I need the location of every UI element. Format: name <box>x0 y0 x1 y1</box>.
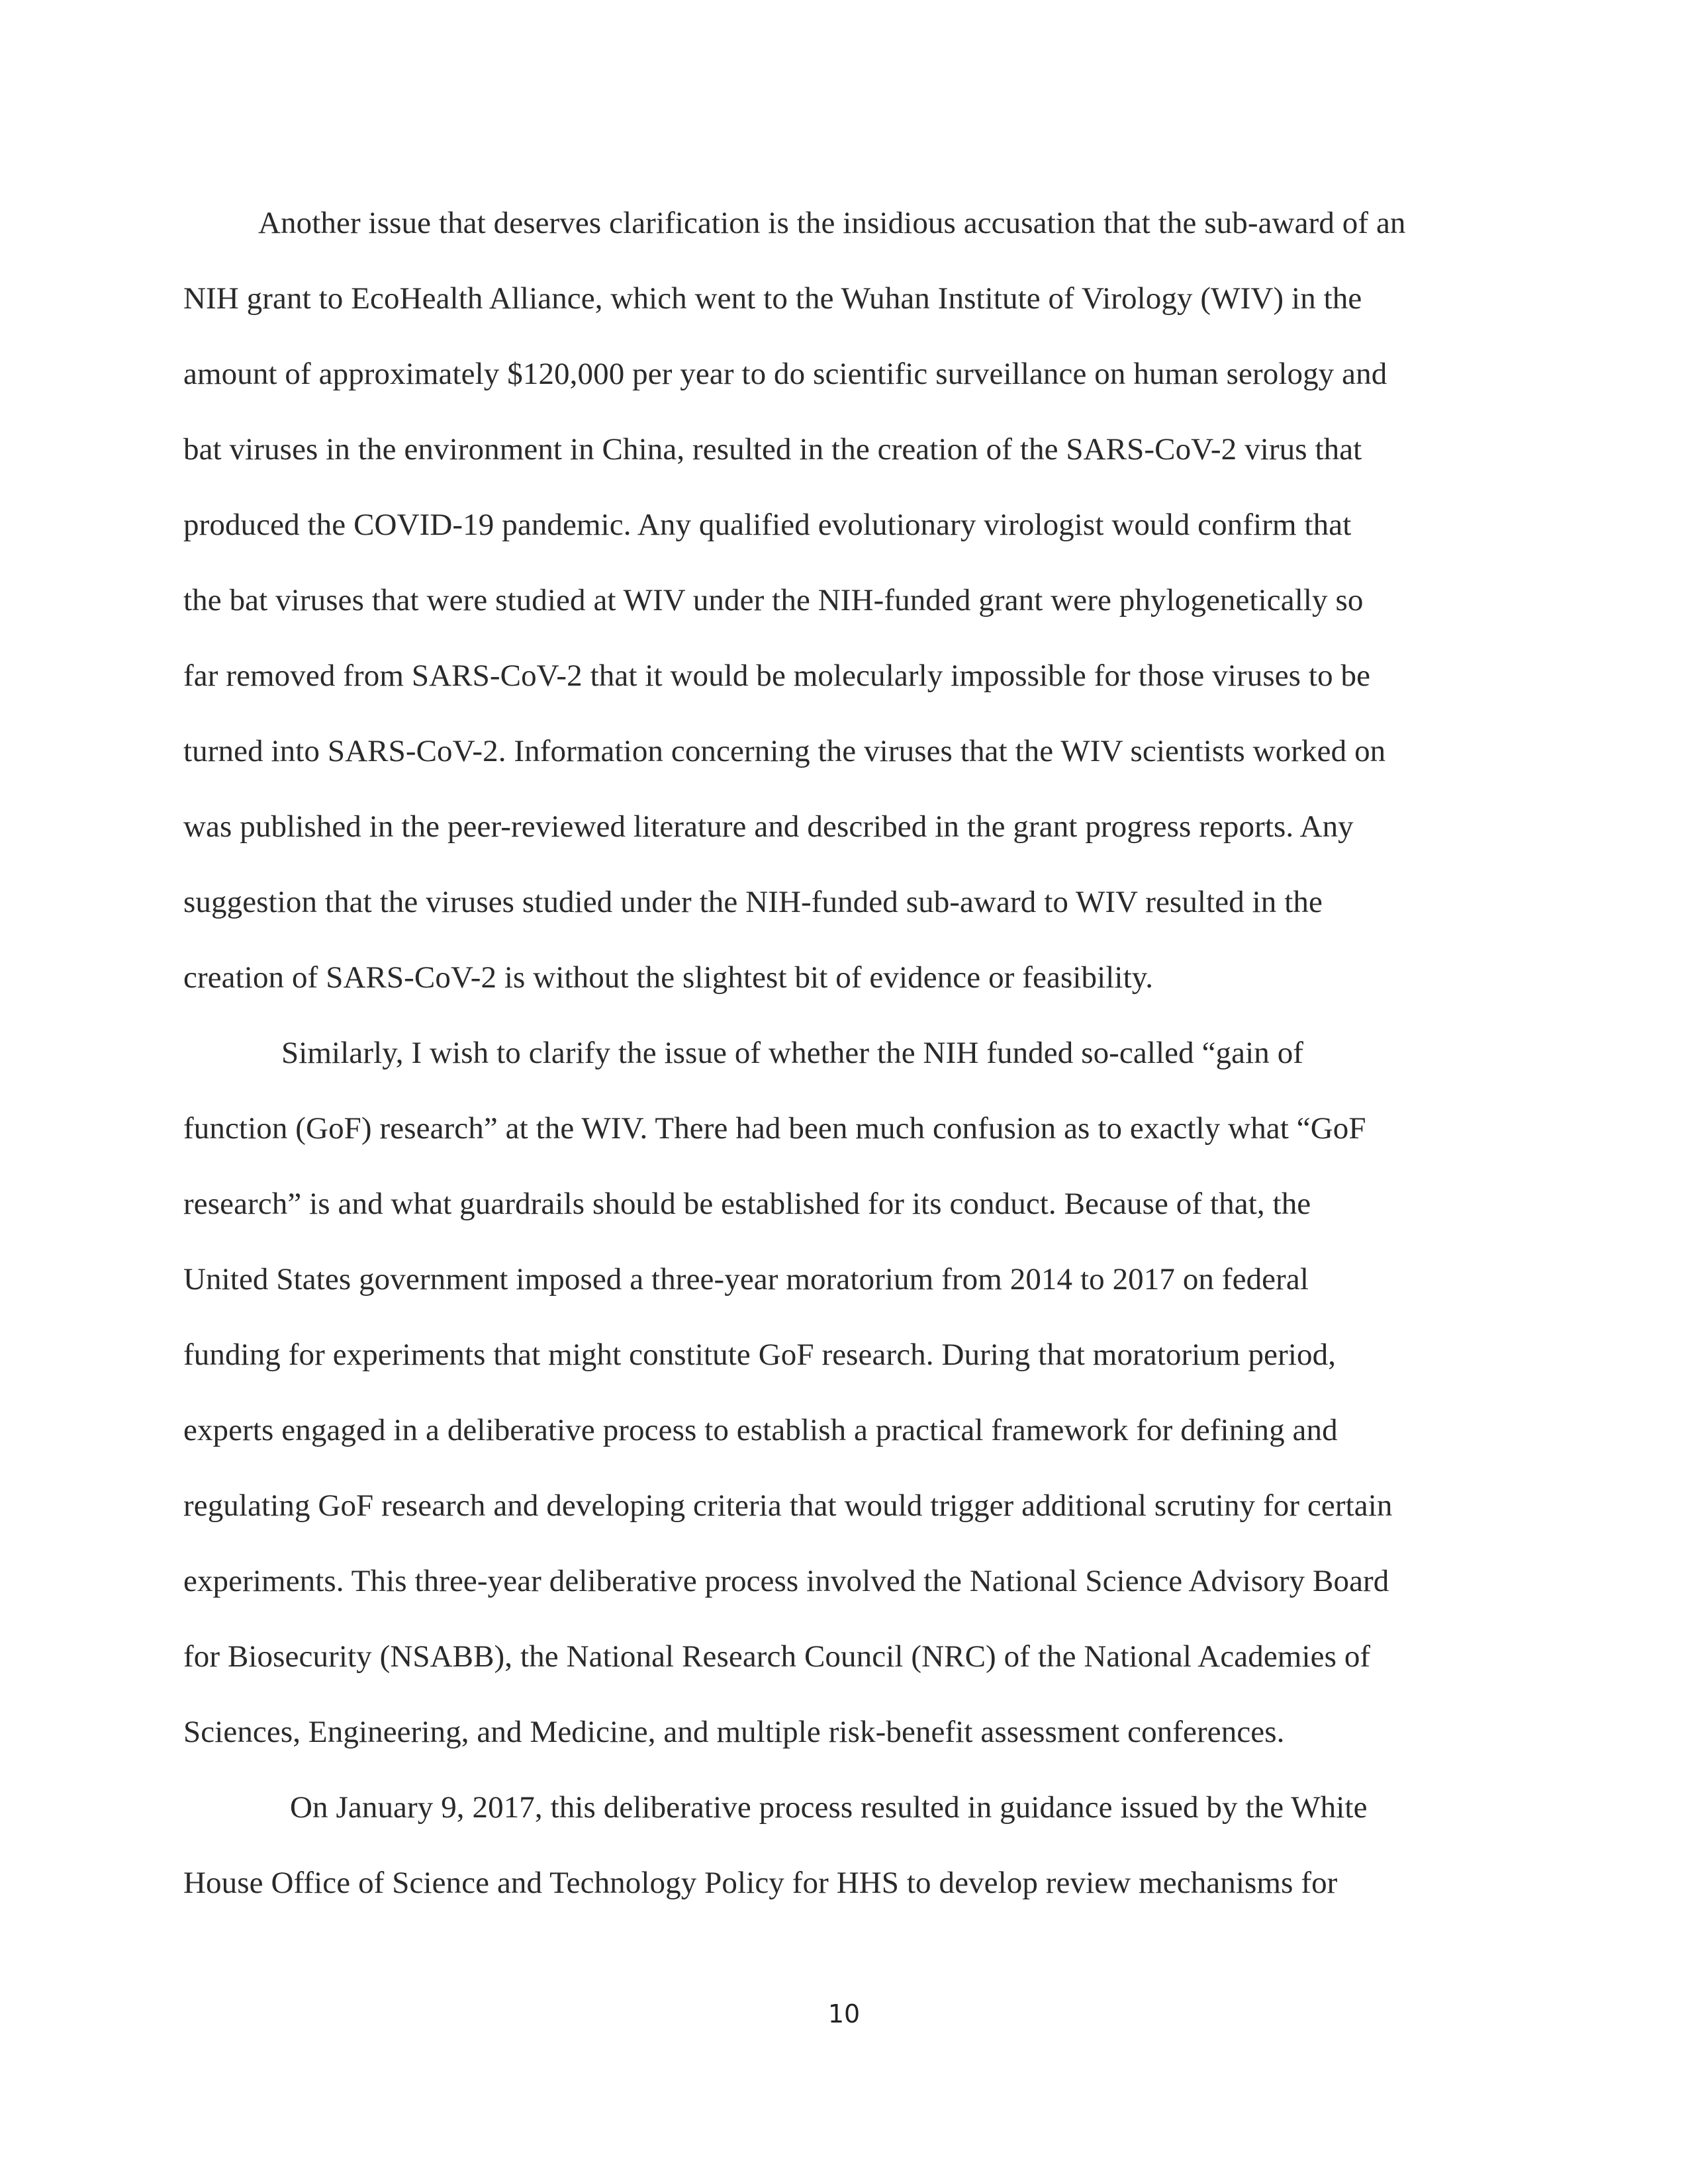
text-line: suggestion that the viruses studied under the NIH-funded sub-award to WIV resulted in the <box>183 885 1323 919</box>
text-line: bat viruses in the environment in China, resulted in the creation of the SARS-CoV-2 virus that <box>183 432 1362 467</box>
text-line: for Biosecurity (NSABB), the National Research Council (NRC) of the National Academies of <box>183 1639 1371 1674</box>
text-line: experts engaged in a deliberative process to establish a practical framework for defining and <box>183 1413 1338 1447</box>
text-line: experiments. This three-year deliberative process involved the National Science Advisory Board <box>183 1564 1389 1598</box>
text-line: amount of approximately $120,000 per year to do scientific surveillance on human serology and <box>183 357 1387 391</box>
text-line: House Office of Science and Technology Policy for HHS to develop review mechanisms for <box>183 1866 1338 1900</box>
text-line: United States government imposed a three-year moratorium from 2014 to 2017 on federal <box>183 1262 1309 1297</box>
text-line: function (GoF) research” at the WIV. There had been much confusion as to exactly what “GoF <box>183 1111 1366 1146</box>
text-line: far removed from SARS-CoV-2 that it would be molecularly impossible for those viruses to be <box>183 659 1371 693</box>
text-line: was published in the peer-reviewed literature and described in the grant progress reports. Any <box>183 809 1354 844</box>
text-line: regulating GoF research and developing criteria that would trigger additional scrutiny for certain <box>183 1488 1393 1523</box>
text-line: produced the COVID-19 pandemic. Any qualified evolutionary virologist would confirm that <box>183 508 1352 542</box>
text-line: turned into SARS-CoV-2. Information concerning the viruses that the WIV scientists worked on <box>183 734 1386 768</box>
text-line: Another issue that deserves clarification is the insidious accusation that the sub-award of an <box>258 206 1406 240</box>
text-line: the bat viruses that were studied at WIV under the NIH-funded grant were phylogenetically so <box>183 583 1364 617</box>
text-line: NIH grant to EcoHealth Alliance, which went to the Wuhan Institute of Virology (WIV) in the <box>183 281 1362 316</box>
text-line: funding for experiments that might constitute GoF research. During that moratorium period, <box>183 1338 1336 1372</box>
page-number: 10 <box>827 1999 861 2028</box>
text-line: creation of SARS-CoV-2 is without the slightest bit of evidence or feasibility. <box>183 960 1154 995</box>
text-line: Sciences, Engineering, and Medicine, and multiple risk-benefit assessment conferences. <box>183 1715 1285 1749</box>
text-line: research” is and what guardrails should be established for its conduct. Because of that, the <box>183 1187 1311 1221</box>
text-line: On January 9, 2017, this deliberative process resulted in guidance issued by the White <box>290 1790 1368 1825</box>
text-line: Similarly, I wish to clarify the issue of whether the NIH funded so-called “gain of <box>281 1036 1304 1070</box>
